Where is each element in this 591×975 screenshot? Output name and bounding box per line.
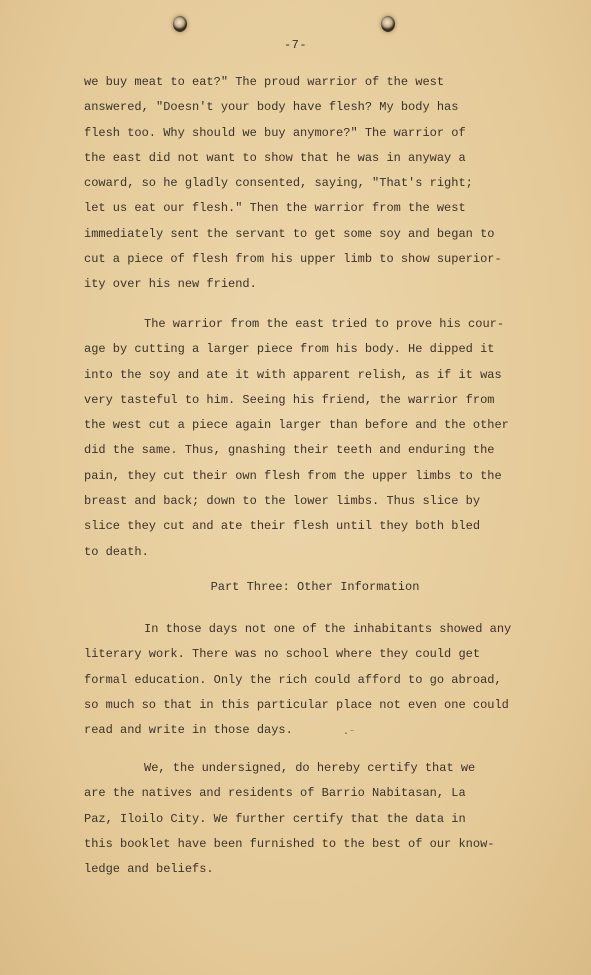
text-line: literary work. There was no school where they could get — [84, 647, 481, 662]
text-line: The warrior from the east tried to prove his cour- — [144, 317, 505, 331]
paragraph-3 — [84, 617, 530, 743]
text-line: Paz, Iloilo City. We further certify that the data in — [84, 811, 466, 826]
paragraph-4 — [84, 756, 530, 882]
text-line: read and write in those days. — [84, 723, 293, 738]
text-line: so much so that in this particular place not even one could — [84, 697, 509, 712]
text-line: breast and back; down to the lower limbs. Thus slice by — [84, 494, 481, 509]
text-line: the west cut a piece again larger than before and the other — [84, 418, 509, 433]
text-line: cut a piece of flesh from his upper limb to show superior- — [84, 252, 502, 267]
text-line: this booklet have been furnished to the best of our know- — [84, 836, 495, 851]
paragraph-2 — [84, 312, 530, 565]
text-line: answered, "Doesn't your body have flesh? My body has — [84, 100, 459, 115]
text-line: slice they cut and ate their flesh until they both bled — [84, 519, 481, 534]
text-line: ity over his new friend. — [84, 277, 257, 292]
text-line: flesh too. Why should we buy anymore?" The warrior of — [84, 125, 466, 140]
text-line: let us eat our flesh." Then the warrior from the west — [84, 201, 466, 216]
section-heading: Part Three: Other Information — [210, 580, 420, 594]
text-line: the east did not want to show that he was in anyway a — [84, 150, 466, 165]
text-line: We, the undersigned, do hereby certify that we — [144, 761, 476, 775]
text-line: did the same. Thus, gnashing their teeth and enduring the — [84, 443, 495, 458]
text-line: age by cutting a larger piece from his body. He dipped it — [84, 342, 495, 357]
paragraph-1 — [84, 70, 530, 298]
text-line: immediately sent the servant to get some soy and began to — [84, 226, 495, 241]
page-number: -7- — [283, 38, 308, 52]
text-line: very tasteful to him. Seeing his friend, the warrior from — [84, 392, 495, 407]
stray-mark: ·⁻ — [343, 729, 356, 740]
text-line: to death. — [84, 544, 149, 559]
text-line: we buy meat to eat?" The proud warrior of the west — [84, 75, 445, 89]
text-line: are the natives and residents of Barrio Nabitasan, La — [84, 786, 466, 801]
text-line: In those days not one of the inhabitants showed any — [144, 622, 512, 636]
punch-hole-left — [173, 16, 187, 32]
text-line: formal education. Only the rich could afford to go abroad, — [84, 672, 502, 687]
text-line: ledge and beliefs. — [84, 862, 214, 877]
punch-hole-right — [381, 16, 395, 32]
text-line: into the soy and ate it with apparent relish, as if it was — [84, 367, 502, 382]
text-line: pain, they cut their own flesh from the upper limbs to the — [84, 468, 502, 483]
text-line: coward, so he gladly consented, saying, "That's right; — [84, 176, 473, 191]
